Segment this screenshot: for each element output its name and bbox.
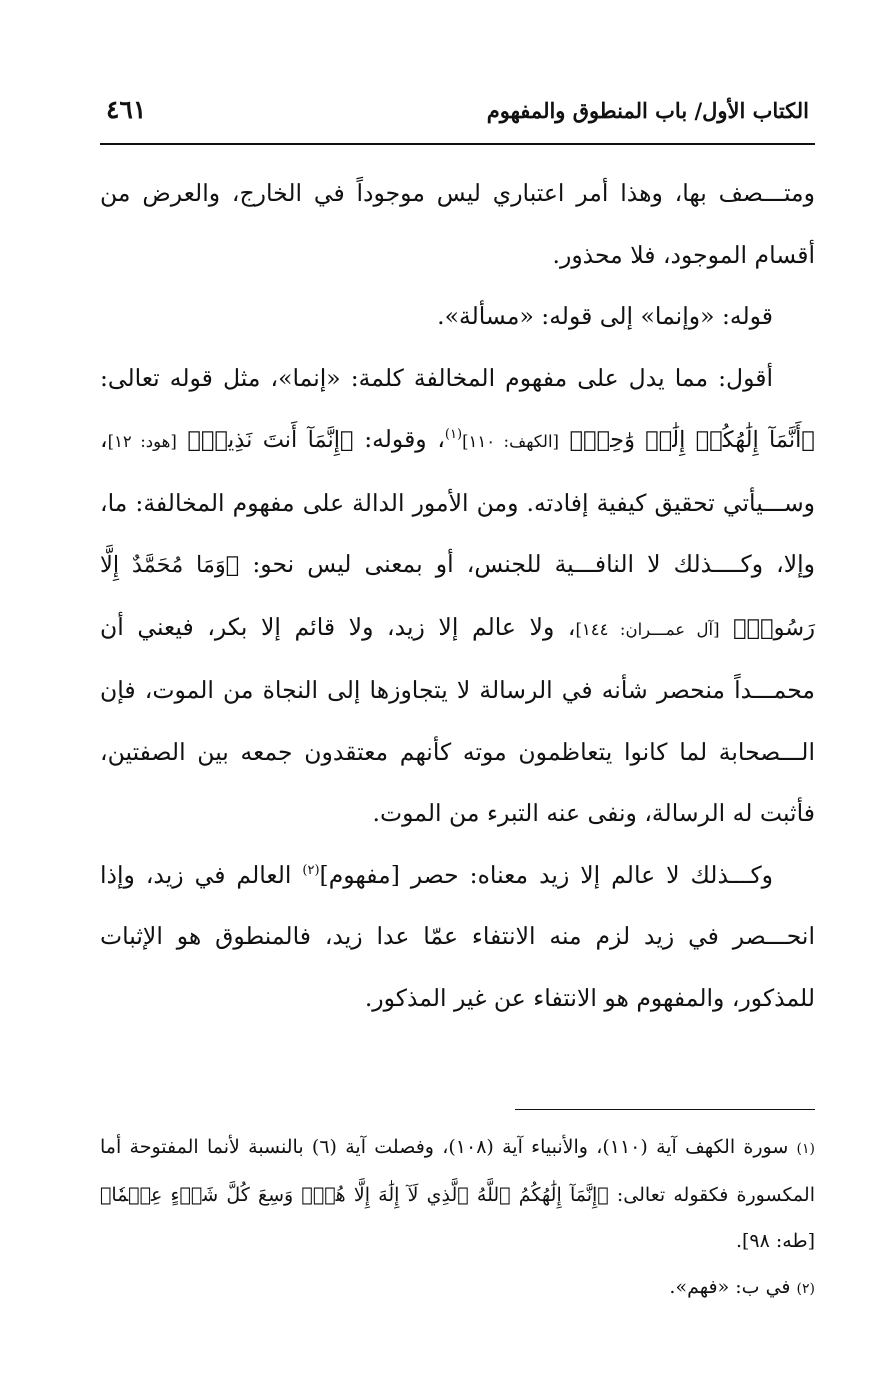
footnote-1-number: (١): [796, 1141, 816, 1157]
footnote-1-text: سورة الكهف آية (١١٠)، والأنبياء آية (١٠٨)، وفصلت آية (٦) بالنسبة لأنما المفتوحة أما المكسورة فكقوله تعالى:: [100, 1136, 815, 1206]
quran-quote-2: ﴿إِنَّمَآ أَنتَ نَذِيرٞ﴾: [187, 427, 354, 453]
quran-quote-3: ﴿وَمَا مُحَمَّدٌ إِلَّا رَسُولٞ﴾: [100, 552, 815, 641]
footnote-1: [100, 1124, 815, 1264]
page-number: ٤٦١: [106, 95, 147, 124]
footnote-marker-2: (٢): [302, 862, 320, 878]
quran-ref-2: [هود: ١٢]: [107, 432, 177, 451]
paragraph-4: [100, 845, 815, 1030]
footnote-1-quote: ﴿إِنَّمَآ إِلَٰهُكُمُ ٱللَّهُ ٱلَّذِي لَآ إِلَٰهَ إِلَّا هُوَۚ وَسِعَ كُلَّ شَيۡءٍ عِلۡمٗا﴾: [100, 1184, 609, 1206]
paragraph-3-text-1: أقول: مما يدل على مفهوم المخالفة كلمة: «إنما»، مثل قوله تعالى:: [100, 363, 773, 392]
paragraph-1: ومتـــصف بها، وهذا أمر اعتباري ليس موجوداً في الخارج، والعرض من أقسام الموجود، فلا محذور.: [100, 179, 815, 269]
quran-ref-1: [الكهف: ١١٠]: [462, 432, 559, 451]
paragraph-4-text-2: العالم في زيد، وإذا انحـــصر في زيد لزم منه الانتفاء عمّا عدا زيد، فالمنطوق هو الإثبات للمذكور، والمفهوم هو الانتفاء عن غير المذكور.: [100, 860, 815, 1012]
paragraph-3-text-4: ، ولا عالم إلا زيد، ولا قائم إلا بكر، فيعني أن محمـــداً منحصر شأنه في الرسالة لا يتجاوزها إلى النجاة من الموت، فإن الـــصحابة لما كانوا يتعاظمون موته كأنهم معتقدون جمعه بين الصفتين، فأثبت له الرسالة، ونفى عنه التبرء من الموت.: [100, 612, 815, 827]
main-text: [100, 163, 815, 1029]
footnotes: [100, 1124, 815, 1312]
footnote-marker-1: (١): [444, 427, 463, 443]
footnote-1-ref: [طه: ٩٨].: [735, 1230, 815, 1252]
paragraph-3: [100, 348, 815, 845]
quran-quote-1: ﴿أَنَّمَآ إِلَٰهُكُمۡ إِلَٰهٞ وَٰحِدٞ﴾: [569, 427, 815, 453]
book-page: [100, 95, 815, 1312]
footnote-divider: [515, 1109, 815, 1110]
running-title: الكتاب الأول/ باب المنطوق والمفهوم: [486, 98, 809, 123]
page-header: [100, 95, 815, 145]
paragraph-4-text-1: وكـــذلك لا عالم إلا زيد معناه: حصر [مفهوم]: [319, 860, 773, 889]
footnote-2: [100, 1264, 815, 1312]
paragraph-2: قوله: «وإنما» إلى قوله: «مسألة».: [437, 302, 773, 330]
footnote-2-number: (٢): [796, 1281, 815, 1297]
footnote-2-text: في ب: «فهم».: [669, 1276, 791, 1298]
paragraph-3-text-2: ، وقوله:: [364, 425, 445, 453]
quran-ref-3: [آل عمـــران: ١٤٤]: [575, 619, 720, 639]
paragraph-3-text-3: ، وســـيأتي تحقيق كيفية إفادته. ومن الأمور الدالة على مفهوم المخالفة: ما، وإلا، وكــــذلك لا النافـــية للجنس، أو بمعنى ليس نحو:: [100, 425, 815, 578]
